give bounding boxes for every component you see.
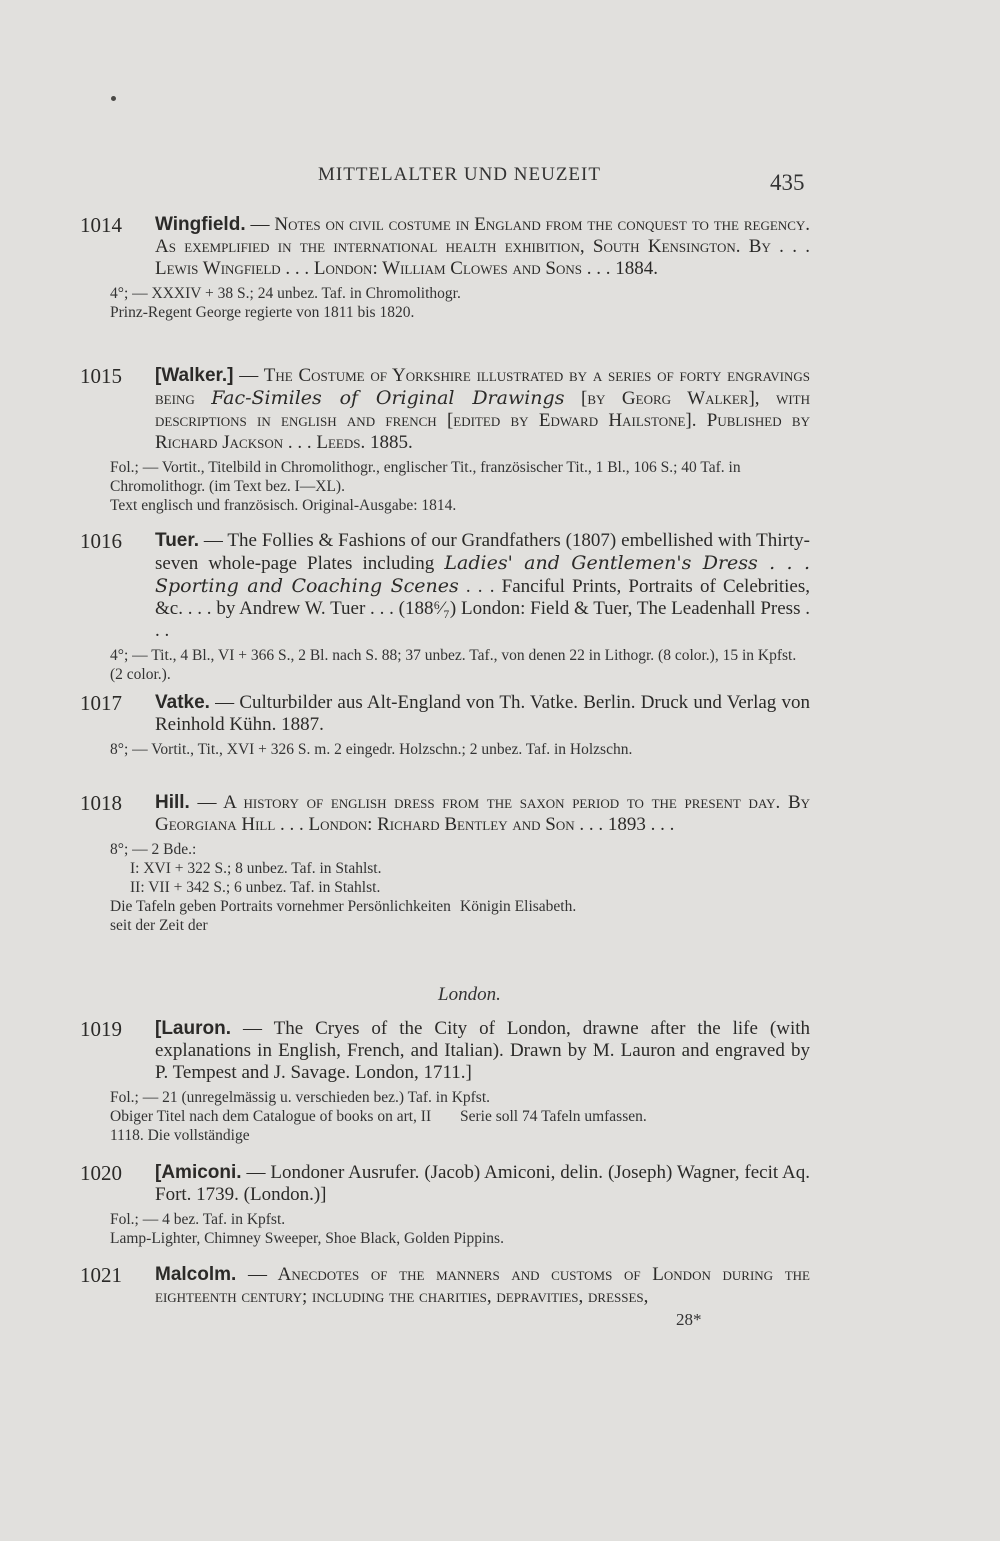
entry-title: — A history of english dress from the saxon period to the present day. By Georgiana Hill . . . London: Richard Bentley and Son . . . 1893 . . . bbox=[155, 792, 811, 835]
entry-collation: Fol.; — 21 (unregelmässig u. verschieden bez.) Taf. in Kpfst. bbox=[110, 1089, 491, 1106]
entry-author: Vatke. bbox=[155, 692, 210, 713]
entry-note-right: Serie soll 74 Tafeln umfassen. bbox=[460, 1108, 647, 1125]
entry-text bbox=[155, 1162, 810, 1206]
entry-note-right: Königin Elisabeth. bbox=[460, 898, 577, 915]
entry-author: [Lauron. bbox=[155, 1018, 231, 1039]
entry-1015 bbox=[80, 365, 810, 515]
entry-text bbox=[155, 530, 810, 642]
entry-title: — Culturbilder aus Alt-England von Th. Vatke. Berlin. Druck und Verlag von Reinhold Kühn. 1887. bbox=[155, 692, 810, 735]
entry-1017 bbox=[80, 692, 810, 759]
entry-collation: 8°; — Vortit., Tit., XVI + 326 S. m. 2 eingedr. Holzschn.; 2 unbez. Taf. in Holzschn. bbox=[110, 741, 633, 758]
signature-mark: 28* bbox=[676, 1310, 702, 1329]
entry-text bbox=[155, 214, 810, 280]
entry-note-left: Obiger Titel nach dem Catalogue of books on art, II 1118. Die vollständige bbox=[110, 1108, 432, 1144]
entry-1019 bbox=[80, 1018, 810, 1145]
entry-collation: 4°; — XXXIV + 38 S.; 24 unbez. Taf. in Chromolithogr. bbox=[110, 285, 461, 302]
entry-1014 bbox=[80, 214, 810, 322]
entry-title-a: — The Follies & Fashions of our Grandfathers (1807) embellished with Thirty-seven whole-page Plates including bbox=[155, 530, 810, 574]
entry-title: — The Cryes of the City of London, drawne after the life (with explanations in English, French, and Italian). Drawn by M. Lauron and engraved by P. Tempest and J. Savage. London, 1711.] bbox=[155, 1018, 811, 1083]
entry-author: [Walker.] bbox=[155, 365, 234, 386]
entry-collation: 4°; — Tit., 4 Bl., VI + 366 S., 2 Bl. nach S. 88; 37 unbez. Taf., von denen 22 in Lithogr. (8 color.), 15 in Kpfst. (2 color.). bbox=[110, 647, 797, 683]
entry-number: 1018 bbox=[80, 791, 122, 815]
entry-author: [Amiconi. bbox=[155, 1162, 242, 1183]
entry-author: Hill. bbox=[155, 792, 190, 813]
entry-note: Text englisch und französisch. Original-Ausgabe: 1814. bbox=[110, 497, 457, 514]
entry-text bbox=[155, 1018, 810, 1084]
entry-author: Wingfield. bbox=[155, 214, 246, 235]
entry-number: 1017 bbox=[80, 691, 122, 715]
ink-speck bbox=[111, 96, 116, 101]
entry-number: 1016 bbox=[80, 529, 122, 553]
entry-title-blackletter: Fac-Similes of Original Drawings bbox=[211, 387, 565, 409]
running-head: MITTELALTER UND NEUZEIT bbox=[318, 164, 601, 185]
entry-author: Malcolm. bbox=[155, 1264, 237, 1285]
entry-1016 bbox=[80, 530, 810, 684]
page-number: 435 bbox=[770, 170, 805, 195]
entry-number: 1021 bbox=[80, 1263, 122, 1287]
entry-collation: Fol.; — 4 bez. Taf. in Kpfst. bbox=[110, 1211, 286, 1228]
entry-number: 1015 bbox=[80, 364, 122, 388]
entry-collation: Fol.; — Vortit., Titelbild in Chromolithogr., englischer Tit., französischer Tit., 1 Bl., 106 S.; 40 Taf. in Chromolithogr. (im Text bez. I—XL). bbox=[110, 459, 741, 495]
entry-title: — Anecdotes of the manners and customs of London during the eighteenth century; including the charities, depravities, dresses, bbox=[155, 1264, 810, 1307]
entry-title-b: . . . Fanciful Prints, Portraits of Celebrities, &c. . . . by Andrew W. Tuer . . . (188⁶⁄₇) London: Field & Tuer, The Leadenhall Press . . . bbox=[155, 576, 811, 641]
entry-text bbox=[155, 365, 810, 454]
entry-1018 bbox=[80, 792, 810, 935]
entry-title: — Londoner Ausrufer. (Jacob) Amiconi, delin. (Joseph) Wagner, fecit Aq. Fort. 1739. (London.)] bbox=[155, 1162, 811, 1205]
entry-title-a: — The Costume of Yorkshire illustrated by a series of forty engravings being bbox=[155, 365, 810, 409]
entry-note: Lamp-Lighter, Chimney Sweeper, Shoe Black, Golden Pippins. bbox=[110, 1230, 504, 1247]
section-heading: London. bbox=[438, 984, 501, 1005]
entry-note bbox=[110, 897, 810, 935]
entry-note: Prinz-Regent George regierte von 1811 bis 1820. bbox=[110, 304, 415, 321]
entry-title: — Notes on civil costume in England from the conquest to the regency. As exemplified in the international health exhibition, South Kensington. By . . . Lewis Wingfield . . . London: William Clowes and Sons . . . 1884. bbox=[155, 214, 811, 279]
entry-1021 bbox=[80, 1264, 810, 1308]
entry-text bbox=[155, 1264, 810, 1308]
entry-title-b: [by Georg Walker], with descriptions in english and french [edited by Edward Hailstone]. Published by Richard Jackson . . . Leeds. 1885. bbox=[155, 388, 811, 453]
entry-1020 bbox=[80, 1162, 810, 1248]
entry-note-left: Die Tafeln geben Portraits vornehmer Persönlichkeiten seit der Zeit der bbox=[110, 898, 451, 934]
volume-2: II: VII + 342 S.; 6 unbez. Taf. in Stahlst. bbox=[130, 879, 381, 896]
entry-number: 1020 bbox=[80, 1161, 122, 1185]
entry-text bbox=[155, 792, 810, 836]
volume-1: I: XVI + 322 S.; 8 unbez. Taf. in Stahlst. bbox=[130, 860, 382, 877]
entry-title-blackletter: Ladies' and Gentlemen's Dress . . . Sporting and Coaching Scenes bbox=[155, 552, 811, 597]
entry-note bbox=[110, 1107, 810, 1145]
entry-author: Tuer. bbox=[155, 530, 199, 551]
entry-collation: 8°; — 2 Bde.: bbox=[110, 841, 197, 858]
entry-number: 1014 bbox=[80, 213, 122, 237]
entry-number: 1019 bbox=[80, 1017, 122, 1041]
entry-text bbox=[155, 692, 810, 736]
